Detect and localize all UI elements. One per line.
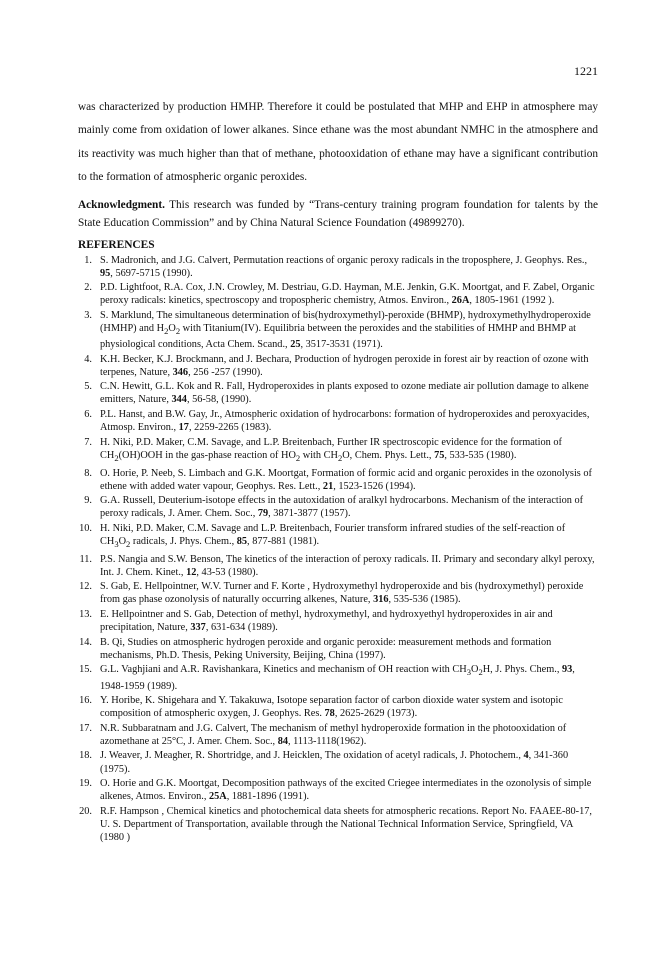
reference-number: 13. — [79, 608, 92, 620]
reference-number: 1. — [84, 254, 92, 266]
acknowledgment-text: This research was funded by “Trans-century training program foundation for talents by the State Education Commission” and by China Natural Science Foundation (49899270). — [78, 199, 598, 229]
reference-item — [78, 380, 598, 406]
references-section — [78, 238, 598, 844]
reference-number: 18. — [79, 750, 92, 762]
reference-number: 4. — [84, 353, 92, 365]
reference-number: 9. — [84, 495, 92, 507]
reference-text: G.A. Russell, Deuterium-isotope effects in the autoxidation of aralkyl hydrocarbons. Mechanism of the interaction of peroxy radicals, J. Amer. Chem. Soc., 79, 3871-3877 (1957). — [100, 495, 584, 520]
reference-number: 8. — [84, 467, 92, 479]
reference-text: P.L. Hanst, and B.W. Gay, Jr., Atmospheric oxidation of hydrocarbons: formation of hydroperoxides and peroxyacides, Atmosp. Environ., 17, 2259-2265 (1983). — [100, 409, 590, 434]
reference-item — [78, 722, 598, 748]
reference-item — [78, 309, 598, 351]
reference-item — [78, 608, 598, 634]
page-number: 1221 — [574, 64, 598, 78]
reference-item — [78, 636, 598, 662]
reference-text: G.L. Vaghjiani and A.R. Ravishankara, Kinetics and mechanism of OH reaction with $CH_3O_2H$, J. Phys. Chem., 93, 1948-1959 (1989). — [100, 664, 575, 692]
reference-number: 17. — [79, 722, 92, 734]
reference-item — [78, 436, 598, 465]
reference-text: K.H. Becker, K.J. Brockmann, and J. Bechara, Production of hydrogen peroxide in forest air by reaction of ozone with terpenes, Nature, 346, 256 -257 (1990). — [100, 353, 589, 378]
body-paragraph: was characterized by production HMHP. Therefore it could be postulated that MHP and EHP in atmosphere may mainly come from oxidation of lower alkanes. Since ethane was the most abundant NMHC in the atmosphere and its reactivity was much higher than that of methane, photooxidation of ethane may have a significant contribution to the formation of atmospheric organic peroxides. — [78, 101, 598, 184]
reference-item — [78, 494, 598, 520]
reference-text: O. Horie, P. Neeb, S. Limbach and G.K. Moortgat, Formation of formic acid and organic peroxides in the ozonolysis of ethene with added water vapour, Geophys. Res. Lett., 21, 1523-1526 (1994). — [100, 467, 592, 492]
reference-text: H. Niki, P.D. Maker, C.M. Savage and L.P. Breitenbach, Fourier transform infrared studies of the self-reaction of $CH_3O_2$ radicals, J. Phys. Chem., 85, 877-881 (1981). — [100, 522, 566, 550]
reference-item — [78, 694, 598, 720]
acknowledgment-paragraph — [78, 196, 598, 232]
reference-text: H. Niki, P.D. Maker, C.M. Savage, and L.P. Breitenbach, Further IR spectroscopic evidence for the formation of $CH_2(OH)OOH$ in the gas-phase reaction of $HO_2$ with $CH_2O$, Chem. Phys. Lett., 75, 533-535 (1980). — [100, 436, 562, 463]
reference-item — [78, 749, 598, 775]
reference-text: R.F. Hampson , Chemical kinetics and photochemical data sheets for atmospheric recations. Report No. FAAEE-80-17, U. S. Department of Transportation, available through the National Technical Information Service, Springfield, VA (1980 ) — [100, 805, 592, 844]
reference-text: C.N. Hewitt, G.L. Kok and R. Fall, Hydroperoxides in plants exposed to ozone mediate air pollution damage to alkene emitters, Nature, 344, 56-58, (1990). — [100, 381, 589, 406]
reference-number: 12. — [79, 581, 92, 593]
reference-text: S. Marklund, The simultaneous determination of bis(hydroxymethyl)-peroxide (BHMP), hydroxymethylhydroperoxide (HMHP) and $H_2O_2$ with Titanium(IV). Equilibria between the peroxides and the stabilities of HMHP and BHMP at physiological conditions, Acta Chem. Scand., 25, 3517-3531 (1971). — [100, 309, 591, 351]
references-list — [78, 254, 598, 845]
reference-item — [78, 553, 598, 579]
references-heading: REFERENCES — [78, 239, 155, 251]
reference-item — [78, 580, 598, 606]
acknowledgment-label: Acknowledgment. — [78, 199, 165, 211]
reference-text: N.R. Subbaratnam and J.G. Calvert, The mechanism of methyl hydroperoxide formation in the photooxidation of azomethane at 25°C, J. Amer. Chem. Soc., 84, 1113-1118(1962). — [100, 722, 567, 747]
reference-number: 10. — [79, 522, 92, 534]
reference-text: B. Qi, Studies on atmospheric hydrogen peroxide and organic peroxide: measurement methods and formation mechanisms, Ph.D. Thesis, Peking University, Beijing, China (1997). — [100, 636, 552, 661]
reference-item — [78, 281, 598, 307]
reference-number: 16. — [79, 695, 92, 707]
reference-number: 20. — [79, 805, 92, 817]
reference-item — [78, 408, 598, 434]
reference-item — [78, 353, 598, 379]
reference-text: S. Madronich, and J.G. Calvert, Permutation reactions of organic peroxy radicals in the troposphere, J. Geophys. Res., 95, 5697-5715 (1990). — [100, 254, 588, 279]
reference-number: 7. — [84, 436, 92, 448]
reference-item — [78, 777, 598, 803]
reference-text: O. Horie and G.K. Moortgat, Decomposition pathways of the excited Criegee intermediates in the ozonolysis of simple alkenes, Atmos. Environ., 25A, 1881-1896 (1991). — [100, 778, 592, 803]
reference-number: 19. — [79, 778, 92, 790]
reference-item — [78, 805, 598, 844]
reference-number: 15. — [79, 664, 92, 676]
reference-text: P.S. Nangia and S.W. Benson, The kinetics of the interaction of peroxy radicals. II. Primary and secondary alkyl peroxy, Int. J. Chem. Kinet., 12, 43-53 (1980). — [100, 553, 595, 578]
reference-number: 5. — [84, 381, 92, 393]
reference-item — [78, 254, 598, 280]
reference-text: P.D. Lightfoot, R.A. Cox, J.N. Crowley, M. Destriau, G.D. Hayman, M.E. Jenkin, G.K. Moortgat, and F. Zabel, Organic peroxy radicals: kinetics, spectroscopy and tropospheric chemistry, Atmos. Environ., 26A, 1805-1961 (1992 ). — [100, 282, 595, 307]
reference-number: 6. — [84, 409, 92, 421]
reference-number: 11. — [79, 553, 92, 565]
reference-number: 2. — [84, 282, 92, 294]
reference-text: Y. Horibe, K. Shigehara and Y. Takakuwa, Isotope separation factor of carbon dioxide water system and isotopic composition of atmospheric oxygen, J. Geophys. Res. 78, 2625-2629 (1973). — [100, 695, 563, 720]
reference-number: 3. — [84, 309, 92, 321]
reference-text: S. Gab, E. Hellpointner, W.V. Turner and F. Korte , Hydroxymethyl hydroperoxide and bis (hydroxymethyl) peroxide from gas phase ozonolysis of naturally occurring alkenes, Nature, 316, 535-536 (1985). — [100, 581, 584, 606]
reference-item — [78, 663, 598, 692]
reference-text: J. Weaver, J. Meagher, R. Shortridge, and J. Heicklen, The oxidation of acetyl radicals, J. Photochem., 4, 341-360 (1975). — [100, 750, 569, 775]
reference-item — [78, 522, 598, 551]
reference-text: E. Hellpointner and S. Gab, Detection of methyl, hydroxymethyl, and hydroxyethyl hydroperoxides in air and precipitation, Nature, 337, 631-634 (1989). — [100, 608, 553, 634]
reference-number: 14. — [79, 636, 92, 648]
reference-item — [78, 467, 598, 493]
